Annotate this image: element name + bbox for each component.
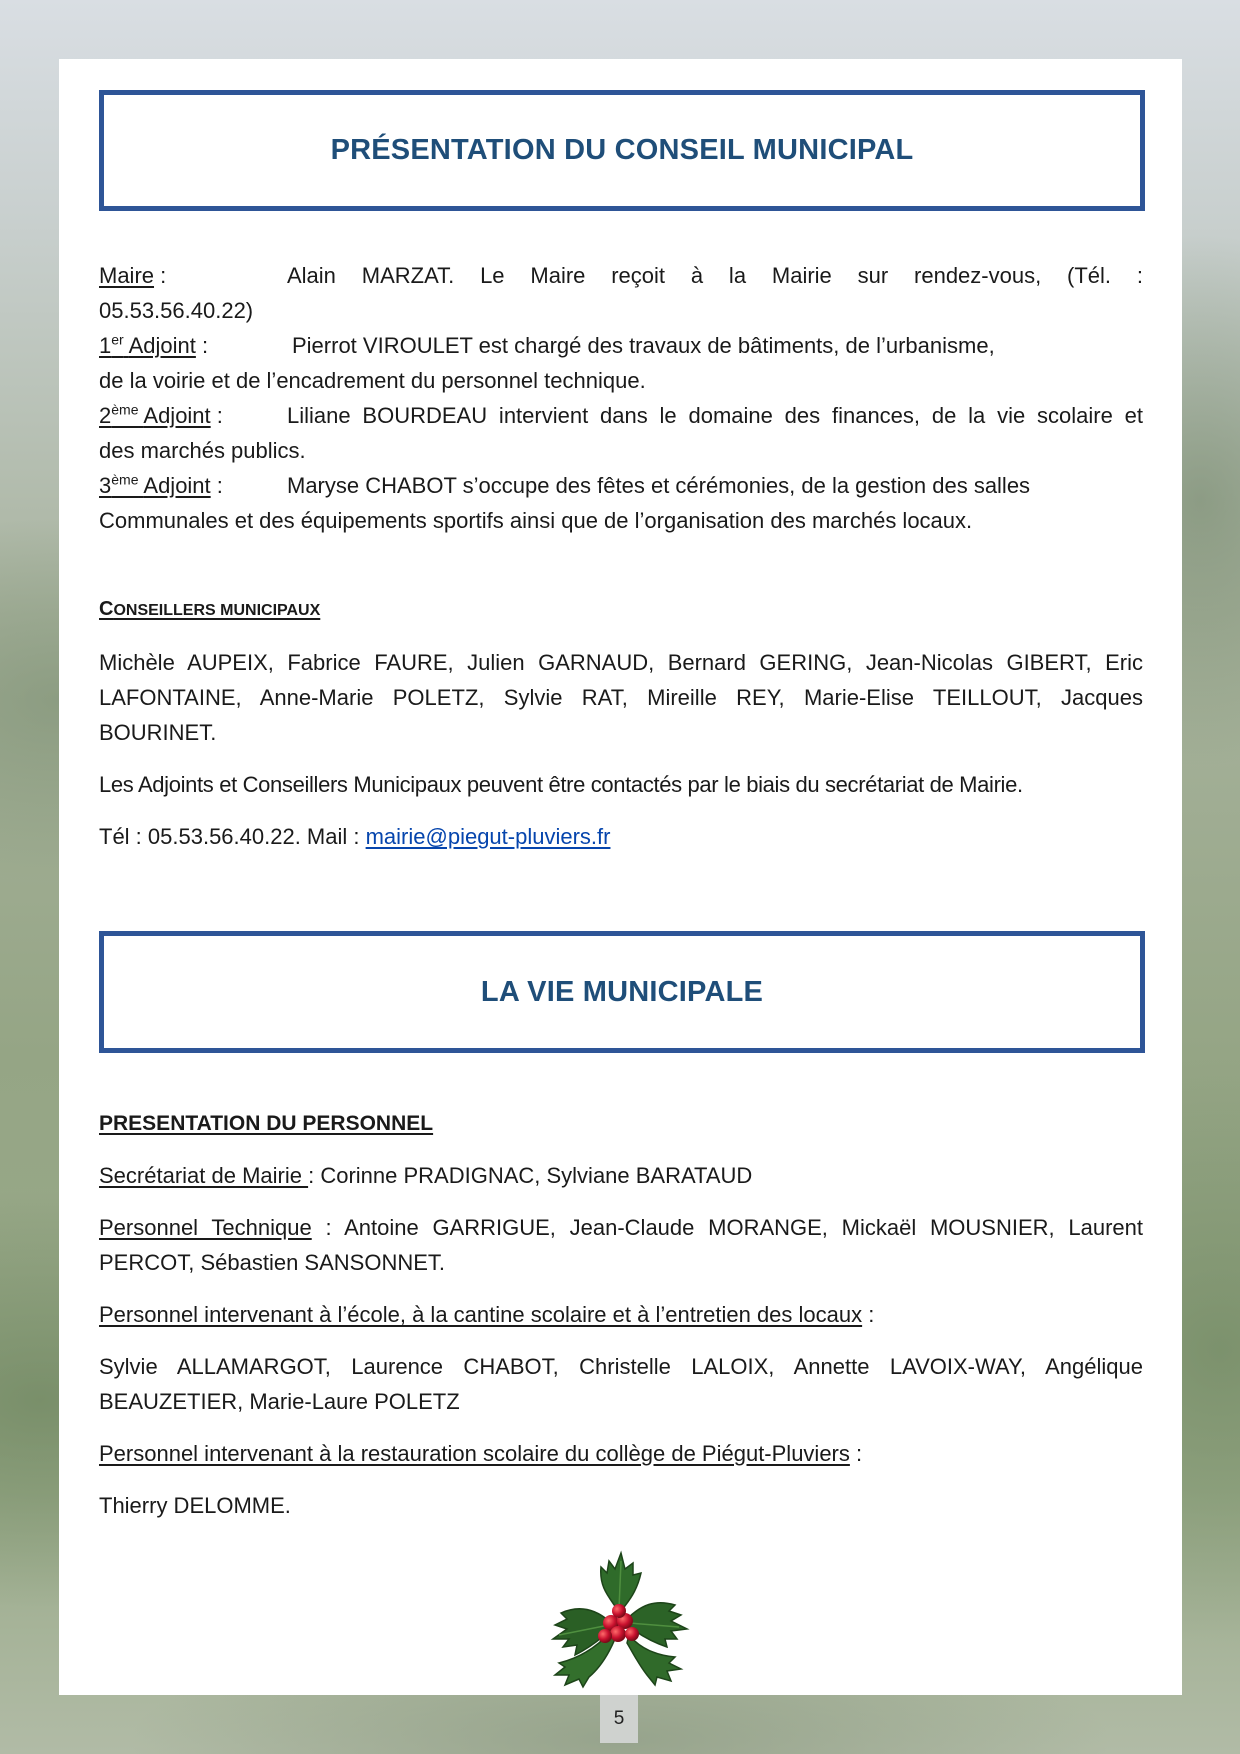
holly-icon <box>529 1539 709 1689</box>
adjoint1-text-2: de la voirie et de l’encadrement du personnel technique. <box>99 368 646 393</box>
ecole-names: Sylvie ALLAMARGOT, Laurence CHABOT, Christelle LALOIX, Annette LAVOIX-WAY, Angélique BEAUZETIER, Marie-Laure POLETZ <box>99 1354 1143 1414</box>
adjoint2-text-2: des marchés publics. <box>99 438 306 463</box>
secretariat-label: Secrétariat de Mairie <box>99 1163 309 1188</box>
section-title-conseil: PRÉSENTATION DU CONSEIL MUNICIPAL <box>330 134 914 166</box>
technique-label: Personnel Technique <box>99 1215 312 1240</box>
email-link[interactable]: mairie@piegut-pluviers.fr <box>365 824 611 849</box>
document-page <box>59 59 1182 1695</box>
adjoint1-entry: 1er Adjoint : Pierrot VIROULET est chargé des travaux de bâtiments, de l’urbanisme, de la voirie et de l’encadrement du personnel technique. <box>99 328 1143 398</box>
maire-entry: Maire : Alain MARZAT. Le Maire reçoit à la Mairie sur rendez-vous, (Tél. : 05.53.56.40.22) <box>99 258 1143 328</box>
maire-text-2: 05.53.56.40.22) <box>99 298 254 323</box>
section-title-vie: LA VIE MUNICIPALE <box>480 975 764 1008</box>
page-number: 5 <box>600 1695 638 1743</box>
contact-line <box>99 819 1143 854</box>
title-box-conseil <box>99 90 1145 211</box>
page-content <box>99 90 1143 1523</box>
college-names: Thierry DELOMME. <box>99 1493 291 1518</box>
secretariat-line <box>99 1158 1143 1193</box>
title-box-vie <box>99 931 1145 1053</box>
technique-names: : Antoine GARRIGUE, Jean-Claude MORANGE, Mickaël MOUSNIER, Laurent PERCOT, Sébastien SANSONNET. <box>99 1215 1143 1275</box>
adjoint3-entry: 3ème Adjoint : Maryse CHABOT s’occupe des fêtes et cérémonies, de la gestion des salles Communales et des équipements sportifs ainsi que de l’organisation des marchés locaux. <box>99 468 1143 538</box>
adjoint1-text-1: Pierrot VIROULET est chargé des travaux de bâtiments, de l’urbanisme, <box>292 333 995 358</box>
ecole-line: Personnel intervenant à l’école, à la cantine scolaire et à l’entretien des locaux : <box>99 1302 875 1327</box>
adjoint3-text-1: Maryse CHABOT s’occupe des fêtes et cérémonies, de la gestion des salles <box>287 473 1031 498</box>
college-label: Personnel intervenant à la restauration scolaire du collège de Piégut-Pluviers <box>99 1441 850 1466</box>
college-line: Personnel intervenant à la restauration scolaire du collège de Piégut-Pluviers : <box>99 1441 863 1466</box>
maire-text-1: Alain MARZAT. Le Maire reçoit à la Mairie sur rendez-vous, (Tél. : <box>287 263 1143 288</box>
contact-prefix: Tél : 05.53.56.40.22. Mail : <box>99 824 366 849</box>
adjoint1-label: 1er Adjoint <box>99 331 196 358</box>
adjoint2-label: 2ème Adjoint <box>99 401 211 428</box>
adjoint2-text-1: Liliane BOURDEAU intervient dans le domaine des finances, de la vie scolaire et <box>287 403 1143 428</box>
ecole-label: Personnel intervenant à l’école, à la cantine scolaire et à l’entretien des locaux <box>99 1302 863 1327</box>
adjoint3-text-2: Communales et des équipements sportifs ainsi que de l’organisation des marchés locaux. <box>99 508 973 533</box>
contact-note: Les Adjoints et Conseillers Municipaux peuvent être contactés par le biais du secrétariat de Mairie. <box>99 772 1023 797</box>
conseillers-heading: CONSEILLERS MUNICIPAUX <box>99 598 321 620</box>
personnel-heading: PRESENTATION DU PERSONNEL <box>99 1112 434 1135</box>
secretariat-names: : Corinne PRADIGNAC, Sylviane BARATAUD <box>308 1163 753 1188</box>
adjoint2-entry: 2ème Adjoint : Liliane BOURDEAU intervient dans le domaine des finances, de la vie scolaire et des marchés publics. <box>99 398 1143 468</box>
conseillers-names: Michèle AUPEIX, Fabrice FAURE, Julien GARNAUD, Bernard GERING, Jean-Nicolas GIBERT, Eric LAFONTAINE, Anne-Marie POLETZ, Sylvie RAT, Mireille REY, Marie-Elise TEILLOUT, Jacques BOURINET. <box>99 650 1143 745</box>
adjoint3-label: 3ème Adjoint <box>99 471 211 498</box>
technique-line <box>99 1210 1143 1280</box>
maire-label: Maire <box>99 263 155 288</box>
